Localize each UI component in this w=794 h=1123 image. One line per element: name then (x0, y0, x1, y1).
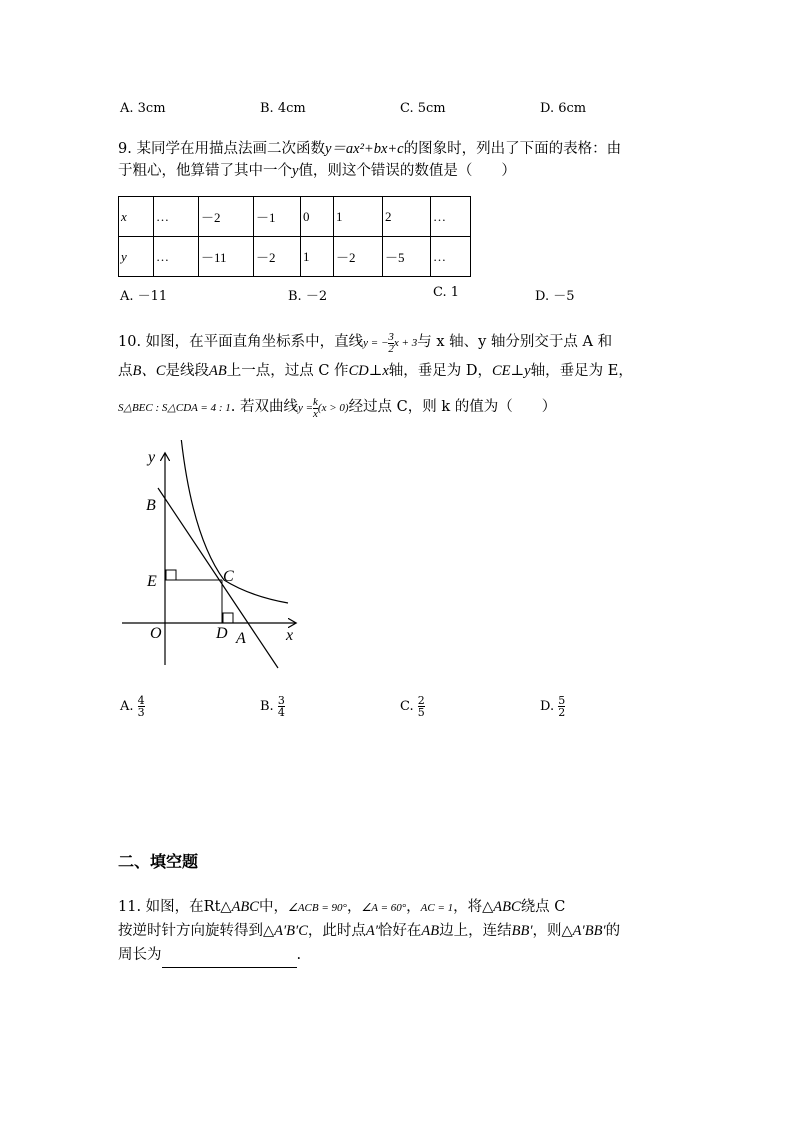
q10-segment-ab: AB (209, 363, 227, 379)
q11-text: 的 (605, 923, 621, 939)
q10-option-d: D. $\frac{5}{2}$ (540, 694, 566, 719)
q11-text: ，将 (453, 899, 483, 915)
label-d: D (216, 625, 228, 642)
q10-text: 10. 如图，在平面直角坐标系中，直线 (118, 334, 364, 350)
q11-side-ab: AB (421, 923, 440, 939)
table-cell: 2 (383, 197, 431, 237)
q9-option-a: A. －11 (120, 289, 168, 304)
right-angle-d (223, 613, 233, 623)
section-title: 二、填空题 (118, 852, 199, 871)
label-e: E (147, 573, 157, 590)
table-cell: －5 (383, 237, 431, 277)
q9-function: y＝ax²+bx+c (324, 141, 404, 157)
table-row (119, 237, 471, 277)
q10-line-equation: y = − $\frac{3}{2}$ x + 3 (363, 330, 418, 355)
q9-text-2b: 值，则这个错误的数值是（ ） (298, 163, 516, 179)
q11-line-1 (118, 894, 565, 921)
table-cell: … (154, 237, 199, 277)
q11-line-3 (118, 942, 301, 968)
q11-text: ，则 (532, 923, 562, 939)
label-c: C (223, 568, 234, 585)
q8-option-c: C. 5cm (400, 101, 446, 116)
table-cell: －2 (199, 197, 254, 237)
q11-text: ，此时点 (307, 923, 366, 939)
q11-point-a-prime: A′ (365, 923, 378, 939)
q10-hyperbola: y = $\frac{k}{x}$ (x > 0) (297, 395, 349, 420)
q9-text-2: 于粗心，他算错了其中一个 (118, 163, 292, 179)
q11-text: . (296, 947, 302, 963)
q10-ce-perp: CE⊥y (492, 363, 531, 379)
q11-text: 按逆时针方向旋转得到 (118, 923, 263, 939)
table-cell: －2 (334, 237, 383, 277)
label-y: y (148, 449, 156, 466)
right-angle-e (166, 570, 176, 580)
table-cell: … (431, 197, 471, 237)
q8-option-d: D. 6cm (540, 101, 587, 116)
q10-points-bc: B、C (132, 363, 166, 379)
label-a: A (236, 630, 246, 647)
q10-line-2 (118, 358, 633, 384)
q10-slope-fraction: $\frac{3}{2}$ (388, 330, 394, 355)
q11-text: 11. 如图，在Rt (118, 899, 221, 915)
q9-option-d: D. －5 (535, 289, 575, 304)
q9-option-b: B. －2 (288, 289, 328, 304)
table-cell: －11 (199, 237, 254, 277)
q9-text-b: 的图象时，列出了下面的表格：由 (403, 141, 622, 157)
q11-text: 边上，连结 (439, 923, 512, 939)
q9-var-y: y (292, 163, 299, 179)
q9-text: 9. 某同学在用描点法画二次函数 (118, 141, 325, 157)
q11-rotated-triangle: △A′B′C (263, 923, 308, 939)
q10-option-b: B. $\frac{3}{4}$ (260, 694, 285, 719)
q11-side-ac: AC = 1 (420, 902, 454, 914)
q10-line-3 (118, 394, 556, 421)
q11-text: 中， (258, 899, 288, 915)
q10-text: . 若双曲线 (230, 399, 298, 415)
q10-text: 点 (118, 363, 133, 379)
q10-text: 上一点，过点 C 作 (226, 363, 349, 379)
q8-option-a: A. 3cm (120, 101, 166, 116)
q9-option-c: C. 1 (433, 285, 460, 300)
q10-text: 是线段 (165, 363, 210, 379)
q11-triangle: △ABC (482, 899, 521, 915)
q11-segment-bb: BB′ (511, 923, 533, 939)
q10-line-1 (118, 329, 612, 356)
answer-blank[interactable] (162, 951, 297, 968)
q11-text: 恰好在 (377, 923, 422, 939)
q11-text: ， (346, 899, 362, 915)
q9-value-table (118, 196, 471, 277)
q10-area-ratio: S△BEC : S△CDA = 4 : 1 (118, 402, 231, 414)
q10-option-c: C. $\frac{2}{5}$ (400, 694, 425, 719)
table-cell: x (119, 197, 154, 237)
q11-angle-a: ∠A = 60° (361, 902, 407, 914)
q10-cd-perp: CD⊥x (348, 363, 389, 379)
q10-coordinate-figure (110, 440, 310, 670)
table-row (119, 197, 471, 237)
q10-text: 经过点 C，则 k 的值为（ ） (348, 399, 557, 415)
q10-text-b: 与 x 轴、y 轴分别交于点 A 和 (417, 334, 613, 350)
q11-angle-acb: ∠ACB = 90° (287, 902, 347, 914)
table-cell: －1 (254, 197, 301, 237)
q11-text: 绕点 C (520, 899, 566, 915)
q9-line-2 (118, 158, 516, 184)
label-x: x (286, 627, 294, 644)
table-cell: 1 (334, 197, 383, 237)
q11-text: 周长为 (118, 947, 162, 963)
table-cell: y (119, 237, 154, 277)
table-cell: 1 (301, 237, 334, 277)
table-cell: －2 (254, 237, 301, 277)
q10-option-a: A. $\frac{4}{3}$ (120, 694, 145, 719)
q10-text: 轴，垂足为 D， (388, 363, 493, 379)
q8-option-b: B. 4cm (260, 101, 306, 116)
table-cell: … (154, 197, 199, 237)
q11-triangle: △ABC (220, 899, 259, 915)
table-cell: … (431, 237, 471, 277)
q10-text: 轴，垂足为 E， (530, 363, 633, 379)
label-b: B (146, 497, 156, 514)
q11-text: ， (406, 899, 421, 915)
q11-triangle-abb: △A′BB′ (561, 923, 606, 939)
q11-line-2 (118, 918, 620, 944)
table-cell: 0 (301, 197, 334, 237)
label-o: O (150, 625, 162, 642)
hyperbola-curve (181, 440, 288, 603)
